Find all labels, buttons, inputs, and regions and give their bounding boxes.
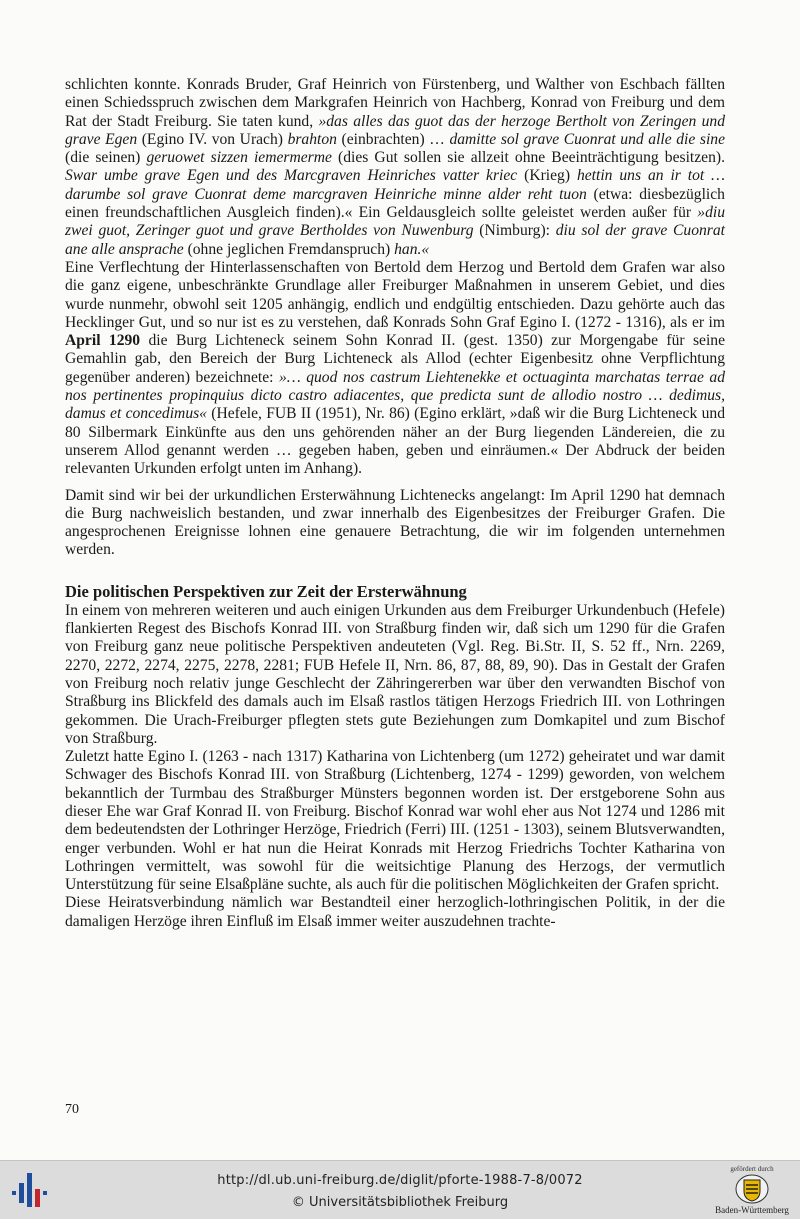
body-text	[65, 76, 725, 931]
section-heading: Die politischen Perspektiven zur Zeit der Ersterwähnung	[65, 581, 467, 601]
viewer-footer	[0, 1160, 800, 1219]
footer-copyright: © Universitätsbibliothek Freiburg	[291, 1195, 509, 1210]
baden-wuerttemberg-crest-icon	[735, 1174, 769, 1204]
sponsor-caption: gefördert durch	[730, 1165, 774, 1173]
sponsor-block	[712, 1165, 792, 1217]
paragraph-4: In einem von mehreren weiteren und auch einigen Urkunden aus dem Freiburger Urkundenbuch (Hefele) flankierten Regest des Bischofs Konrad III. von Straßburg finden wir, daß sich um 1290 für die Grafen von Freiburg ganz neue politische Perspektiven andeuteten (Vgl. Reg. Bi.Str. II, S. 52 ff., Nrn. 2269, 2270, 2272, 2274, 2275, 2278, 2281; FUB Hefele II, Nrn. 86, 87, 88, 89, 90). Das in Gestalt der Grafen von Freiburg noch relativ junge Geschlecht der Zähringererben war über den verwandten Bischof von Straßburg ins Blickfeld des damals auch im Elsaß rastlos tätigen Herzogs Friedrich III. von Lothringen gekommen. Die Urach-Freiburger pflegten stets gute Beziehungen zum Domkapitel und zum Bischof von Straßburg.	[65, 601, 725, 747]
sponsor-name: Baden-Württemberg	[715, 1205, 789, 1215]
paragraph-2: Eine Verflechtung der Hinterlassenschaften von Bertold dem Herzog und Bertold dem Grafen war also die ganz eigene, unbeschränkte Grundlage aller Freiburger Maßnahmen in unserem Gebiet, und dies wurde nunmehr, obwohl seit 1205 anhängig, endlich und endgültig entschieden. Dazu gehörte auch das Hecklinger Gut, und so nur ist es zu verstehen, daß Konrads Sohn Graf Egino I. (1272 - 1316), als er im April 1290 die Burg Lichteneck seinem Sohn Konrad II. (gest. 1350) zur Morgengabe für seine Gemahlin gab, den Bereich der Burg Lichteneck als Allod (echter Eigenbesitz ohne Verpflichtung gegenüber anderen) bezeichnete: »… quod nos castrum Liehtenekke et octuaginta marchatas terrae ad nos pertinentes propinquius dicto castro adiacentes, que predicta sunt de allodio nostro … dedimus, damus et concedimus« (Hefele, FUB II (1951), Nr. 86) (Egino erklärt, »daß wir die Burg Lichteneck und 80 Silbermark Einkünfte aus den uns gehörenden näher an der Burg liegenden Ländereien, die zu unserem Allod genannt werden … gegeben haben, geben und einräumen.« Der Abdruck der beiden relevanten Urkunden erfolgt unten im Anhang).	[65, 258, 725, 478]
paragraph-1: schlichten konnte. Konrads Bruder, Graf Heinrich von Fürstenberg, und Walther von Eschbach fällten einen Schiedsspruch zwischen dem Markgrafen Heinrich von Hachberg, Konrad von Freiburg und dem Rat der Stadt Freiburg. Sie taten kund, »das alles das guot das der herzoge Bertholt von Zeringen und grave Egen (Egino IV. von Urach) brahton (einbrachten) … damitte sol grave Cuonrat und alle die sine (die seinen) geruowet sizzen iemermerme (dies Gut sollen sie allzeit ohne Beeinträchtigung besitzen). Swar umbe grave Egen und des Marcgraven Heinriches vatter kriec (Krieg) hettin uns an ir tot … darumbe sol grave Cuonrat deme marcgraven Heinriche minne alder reht tuon (etwa: diesbezüglich einen freundschaftlichen Ausgleich finden).« Ein Geldausgleich sollte geleistet werden außer für »diu zwei guot, Zeringer guot und grave Bertholdes von Nuwenburg (Nimburg): diu sol der grave Cuonrat ane alle ansprache (ohne jeglichen Fremdanspruch) han.«	[65, 76, 726, 258]
paragraph-6: Diese Heiratsverbindung nämlich war Bestandteil einer herzoglich-lothringischen Politik, in der die damaligen Herzöge ihren Einfluß im Elsaß immer weiter auszudehnen trachte-	[65, 894, 725, 930]
footer-url-link[interactable]: http://dl.ub.uni-freiburg.de/diglit/pforte-1988-7-8/0072	[217, 1173, 583, 1188]
page-number: 70	[65, 1102, 79, 1117]
paragraph-5: Zuletzt hatte Egino I. (1263 - nach 1317) Katharina von Lichtenberg (um 1272) geheiratet und war damit Schwager des Bischofs Konrad III. von Straßburg (Lichtenberg, 1274 - 1299) geworden, von welchem bekanntlich der Turmbau des Straßburger Münsters begonnen worden ist. Der erstgeborene Sohn aus dieser Ehe war Graf Konrad II. von Freiburg. Bischof Konrad war wohl eher aus Not 1274 und 1286 mit dem bedeutendsten der Lothringer Herzöge, Friedrich (Ferri) III. (1251 - 1303), seinem Blutsverwandten, enger verbunden. Wohl er hat nun die Heirat Konrads mit Herzog Friedrichs Tochter Katharina von Lothringen vermittelt, was sowohl für die weitsichtige Planung des Herzogs, der vermutlich Unterstützung für seine Elsaßpläne suchte, als auch für die politischen Möglichkeiten der Grafen spricht.	[65, 748, 725, 894]
paragraph-3: Damit sind wir bei der urkundlichen Ersterwähnung Lichtenecks angelangt: Im April 1290 hat demnach die Burg nachweislich bestanden, und zwar innerhalb des Eigenbesitzes der Freiburger Grafen. Die angesprochenen Ereignisse lohnen eine genauere Betrachtung, die wir im folgenden unternehmen werden.	[65, 486, 725, 559]
